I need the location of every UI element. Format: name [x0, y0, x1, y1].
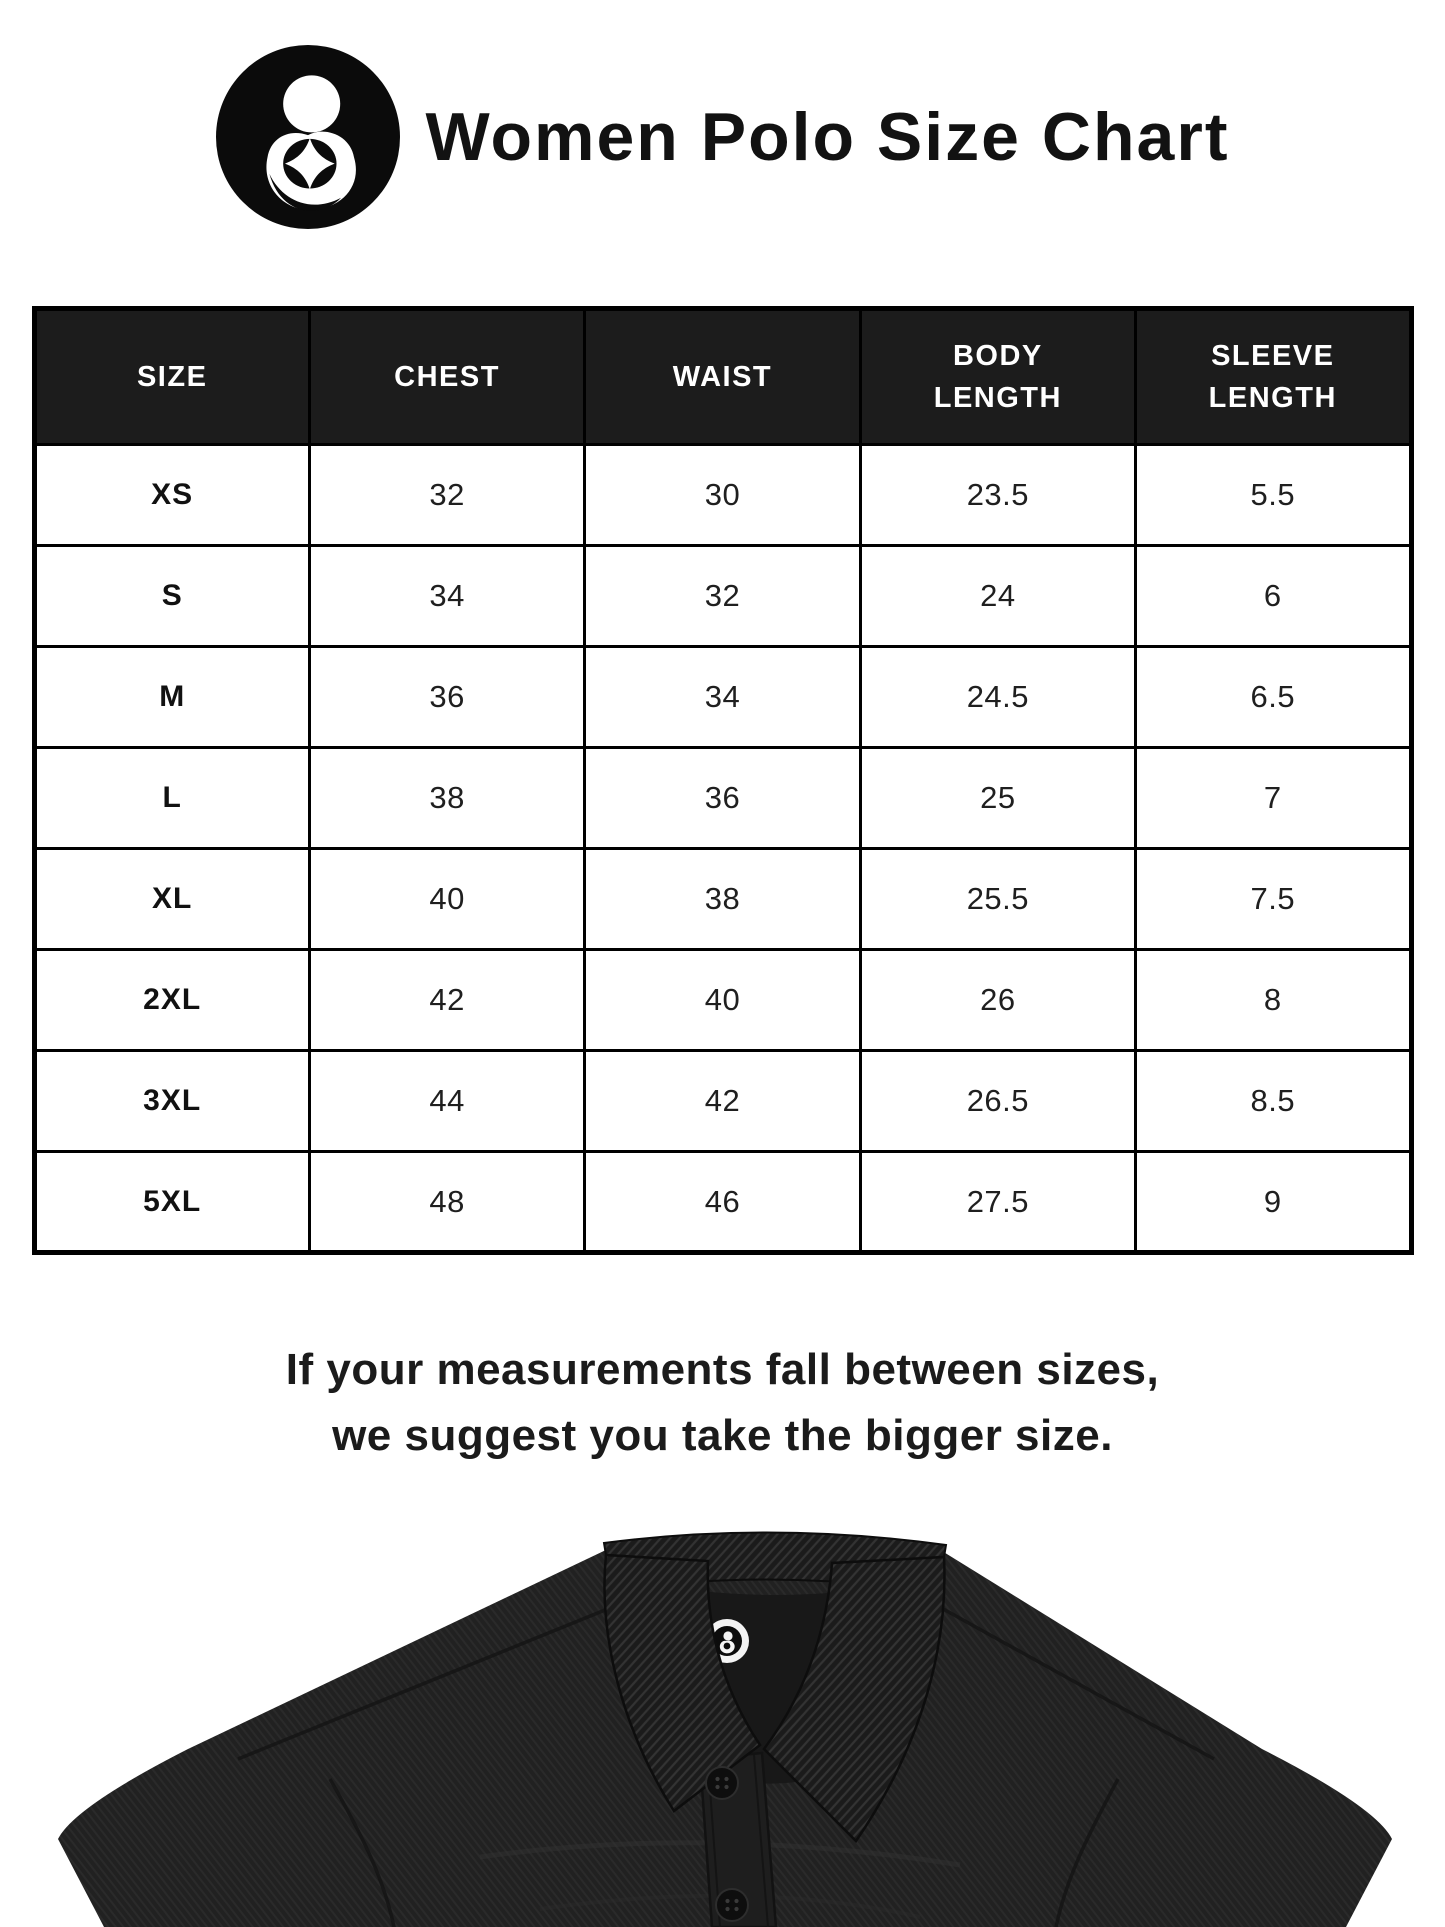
table-row: [34, 748, 1411, 849]
chest-cell: 32: [309, 445, 584, 546]
chest-cell: 34: [309, 546, 584, 647]
col-header-size: SIZE: [34, 309, 309, 445]
page-title: Women Polo Size Chart: [425, 99, 1230, 175]
sleeve-length-cell: 7: [1136, 748, 1411, 849]
waist-cell: 40: [585, 950, 860, 1051]
body-length-cell: 27.5: [860, 1152, 1135, 1253]
brand-header: [0, 42, 1445, 232]
body-length-cell: 26: [860, 950, 1135, 1051]
waist-cell: 34: [585, 647, 860, 748]
brand-mother-star-logo-icon: [216, 45, 400, 229]
sizing-note-line2: we suggest you take the bigger size.: [332, 1411, 1113, 1460]
waist-cell: 42: [585, 1051, 860, 1152]
body-length-cell: 23.5: [860, 445, 1135, 546]
black-polo-shirt-collar-photo: [0, 1527, 1445, 1927]
waist-cell: 30: [585, 445, 860, 546]
waist-cell: 32: [585, 546, 860, 647]
col-header-body-length: BODY LENGTH: [860, 309, 1135, 445]
sleeve-length-cell: 6.5: [1136, 647, 1411, 748]
body-length-cell: 26.5: [860, 1051, 1135, 1152]
chest-cell: 44: [309, 1051, 584, 1152]
table-row: [34, 849, 1411, 950]
body-length-cell: 25: [860, 748, 1135, 849]
col-header-waist: WAIST: [585, 309, 860, 445]
body-length-cell: 24.5: [860, 647, 1135, 748]
size-cell: 5XL: [34, 1152, 309, 1253]
size-chart-table: [32, 306, 1414, 1255]
waist-cell: 36: [585, 748, 860, 849]
table-row: [34, 546, 1411, 647]
size-cell: 2XL: [34, 950, 309, 1051]
chest-cell: 38: [309, 748, 584, 849]
sleeve-length-cell: 5.5: [1136, 445, 1411, 546]
sizing-note: [0, 1337, 1445, 1469]
table-row: [34, 445, 1411, 546]
chest-cell: 42: [309, 950, 584, 1051]
sleeve-length-cell: 8: [1136, 950, 1411, 1051]
size-cell: M: [34, 647, 309, 748]
col-header-chest: CHEST: [309, 309, 584, 445]
size-cell: 3XL: [34, 1051, 309, 1152]
col-header-sleeve-length: SLEEVE LENGTH: [1136, 309, 1411, 445]
sleeve-length-cell: 9: [1136, 1152, 1411, 1253]
sizing-note-line1: If your measurements fall between sizes,: [285, 1345, 1160, 1394]
chest-cell: 48: [309, 1152, 584, 1253]
sleeve-length-cell: 8.5: [1136, 1051, 1411, 1152]
size-cell: XL: [34, 849, 309, 950]
waist-cell: 46: [585, 1152, 860, 1253]
sleeve-length-cell: 6: [1136, 546, 1411, 647]
chest-cell: 36: [309, 647, 584, 748]
size-cell: S: [34, 546, 309, 647]
body-length-cell: 24: [860, 546, 1135, 647]
table-row: [34, 1051, 1411, 1152]
table-header-row: [34, 309, 1411, 445]
waist-cell: 38: [585, 849, 860, 950]
chest-cell: 40: [309, 849, 584, 950]
body-length-cell: 25.5: [860, 849, 1135, 950]
size-cell: XS: [34, 445, 309, 546]
table-row: [34, 950, 1411, 1051]
table-row: [34, 647, 1411, 748]
size-chart-table-wrap: [32, 306, 1414, 1255]
size-cell: L: [34, 748, 309, 849]
table-row: [34, 1152, 1411, 1253]
sleeve-length-cell: 7.5: [1136, 849, 1411, 950]
